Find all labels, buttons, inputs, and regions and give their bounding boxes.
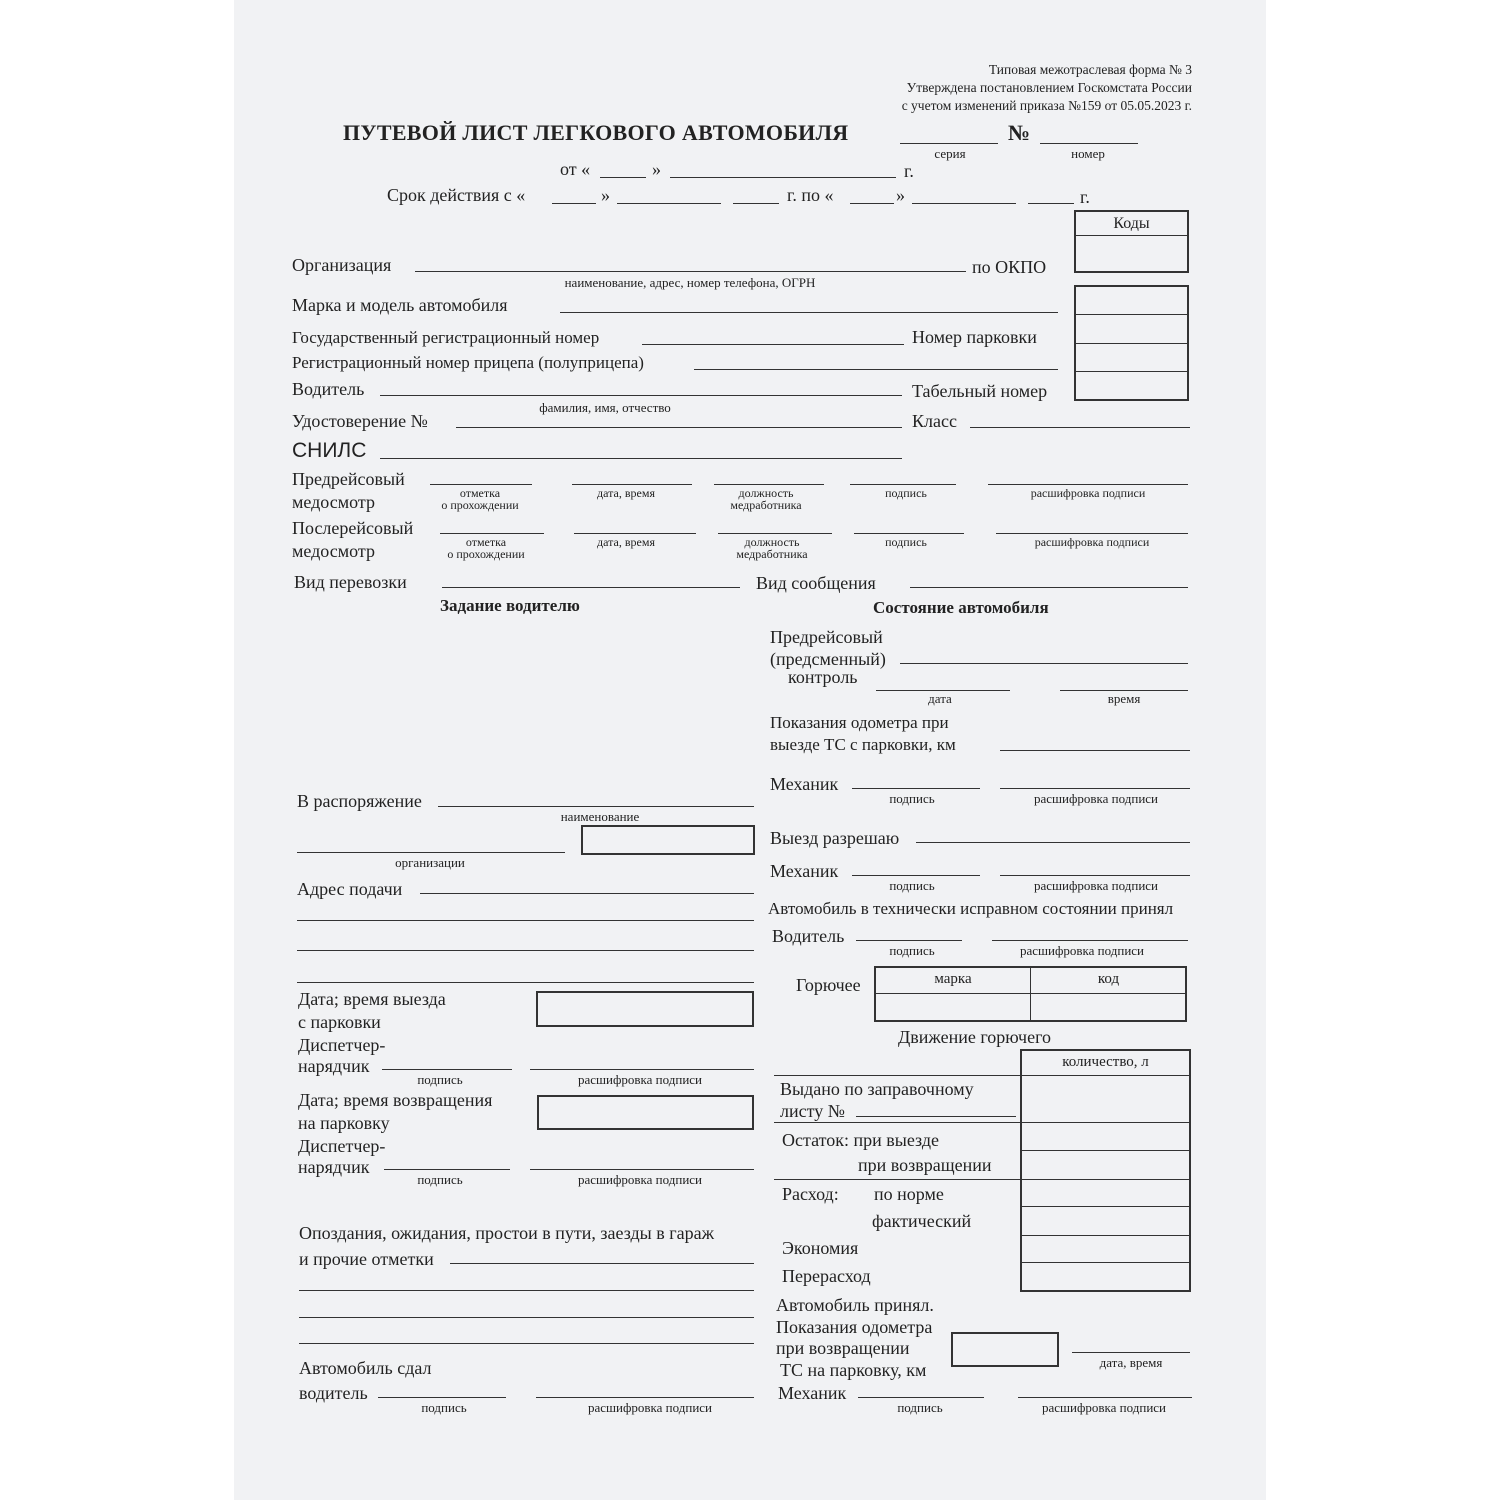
return-datetime-box[interactable] [537,1095,754,1130]
fuel-movement-title: Движение горючего [898,1027,1052,1047]
premed-sign-field[interactable] [850,484,956,485]
postmed-caption-position-2: медработника [736,547,808,561]
reg-number-label: Государственный регистрационный номер [292,328,600,347]
handed-label-1: Автомобиль сдал [299,1358,432,1378]
depart-label-1: Дата; время выезда [298,989,446,1009]
form-amendment-line: с учетом изменений приказа №159 от 05.05.2023 г. [901,98,1192,113]
driver-accept-decode-caption: расшифровка подписи [1019,943,1145,958]
license-field[interactable] [456,427,902,428]
issued-label-2: листу № [780,1101,845,1121]
handed-sign-field[interactable] [378,1397,506,1398]
disposal-org-caption: организации [395,855,465,870]
date-prefix: от « [560,159,591,179]
dispatcher1-sign-field[interactable] [382,1069,512,1070]
return-datetime-field[interactable] [1072,1352,1190,1353]
premed-caption-datetime: дата, время [597,486,655,500]
precontrol-field[interactable] [900,663,1188,664]
return-datetime-caption: дата, время [1099,1355,1163,1370]
premed-caption-position: должность [738,486,794,500]
mechanic3-label: Механик [778,1383,847,1403]
postmed-caption-position: должность [744,535,800,549]
driver-label: Водитель [292,379,365,399]
codes-title: Коды [1113,215,1150,232]
dispatcher1-decode-field[interactable] [530,1069,754,1070]
validity-prefix: Срок действия с « [387,185,526,205]
mechanic2-sign-caption: подпись [889,878,935,893]
fuel-label: Горючее [796,975,861,995]
accepted-label: Автомобиль в технически исправном состоянии принял [768,899,1174,918]
date-month-field[interactable] [670,177,896,178]
qty-header: количество, л [1062,1054,1149,1070]
validity-from-month[interactable] [617,203,721,204]
mechanic3-sign-field[interactable] [858,1397,984,1398]
organization-label: Организация [292,255,392,275]
handed-decode-caption: расшифровка подписи [587,1400,713,1415]
precontrol-label-2: (предсменный) [770,649,886,669]
odometer-return-label-2: при возвращении [776,1338,910,1358]
qty-row-divider-7 [1021,1262,1190,1263]
precontrol-label-3: контроль [788,667,858,687]
dispatcher1-label-1: Диспетчер- [298,1035,386,1055]
mechanic1-decode-field[interactable] [1000,788,1190,789]
precontrol-label-1: Предрейсовый [770,627,883,647]
overrun-label: Перерасход [782,1266,871,1286]
allow-field[interactable] [916,842,1190,843]
codes-row-divider-3 [1075,371,1188,372]
form-approval-line: Утверждена постановлением Госкомстата России [906,80,1192,95]
validity-to-day[interactable] [850,203,894,204]
qty-row-divider-6 [1021,1235,1190,1236]
form-type-line: Типовая межотраслевая форма № 3 [988,62,1192,77]
validity-to-month[interactable] [912,203,1016,204]
fuel-row-line-1 [774,1075,1020,1076]
transport-type-label: Вид перевозки [294,572,407,592]
driver-accept-label: Водитель [772,926,845,946]
codes-row-divider-1 [1075,314,1188,315]
premed-label-1: Предрейсовый [292,469,405,489]
transport-type-field[interactable] [442,587,740,588]
postmed-position-field[interactable] [718,533,832,534]
fuel-row-line-2 [774,1122,1020,1123]
premed-caption-sign: подпись [885,486,927,500]
validity-end: г. [1080,187,1090,207]
premed-caption-mark-2: о прохождении [441,498,519,512]
qty-row-divider-5 [1021,1206,1190,1207]
depart-label-2: с парковки [298,1012,381,1032]
message-type-field[interactable] [910,587,1188,588]
rest-return-label: при возвращении [858,1155,992,1175]
delays-field-3[interactable] [299,1317,754,1318]
fuel-brand-cell[interactable] [876,996,1030,1020]
car-model-field[interactable] [560,312,1058,313]
number-field[interactable] [1040,143,1138,144]
parking-number-label: Номер парковки [912,327,1037,347]
mechanic2-label: Механик [770,861,839,881]
postmed-caption-sign: подпись [885,535,927,549]
odometer-return-label-3: ТС на парковку, км [780,1360,927,1380]
driver-accept-sign-caption: подпись [889,943,935,958]
premed-mark-field[interactable] [430,484,532,485]
consumption-norm-label: по норме [874,1184,944,1204]
consumption-label: Расход: [782,1184,839,1204]
class-field[interactable] [970,427,1190,428]
mechanic1-decode-caption: расшифровка подписи [1033,791,1159,806]
number-sign: № [1008,120,1031,145]
dispatcher1-sign-caption: подпись [417,1072,463,1087]
okpo-label: по ОКПО [972,257,1047,277]
validity-from-day[interactable] [552,203,596,204]
address-field-1[interactable] [420,893,754,894]
driver-accept-decode-field[interactable] [992,940,1188,941]
dispatcher2-decode-field[interactable] [530,1169,754,1170]
consumption-actual-label: фактический [872,1211,972,1231]
postmed-caption-datetime: дата, время [597,535,655,549]
premed-label-2: медосмотр [292,492,375,512]
mechanic1-sign-caption: подпись [889,791,935,806]
snils-label: СНИЛС [292,439,367,462]
disposal-code-box[interactable] [581,825,755,855]
codes-row-divider-2 [1075,343,1188,344]
date-mid: » [652,159,661,179]
premed-position-field[interactable] [714,484,824,485]
mechanic3-decode-caption: расшифровка подписи [1041,1400,1167,1415]
driver-task-title: Задание водителю [440,596,580,615]
series-caption: серия [934,146,966,161]
address-field-3[interactable] [297,950,754,951]
date-day-field[interactable] [600,177,646,178]
organization-field[interactable] [415,271,966,272]
disposal-label: В распоряжение [297,791,422,811]
driver-accept-sign-field[interactable] [856,940,962,941]
fuel-code-header: код [1097,971,1120,987]
postmed-sign-field[interactable] [854,533,964,534]
message-type-label: Вид сообщения [756,573,876,593]
dispatcher2-label-2: нарядчик [298,1157,370,1177]
odometer-return-label-1: Показания одометра [776,1317,933,1337]
validity-mid2: » [896,185,905,205]
car-model-label: Марка и модель автомобиля [292,295,508,315]
fuel-code-cell[interactable] [1031,996,1186,1020]
handed-decode-field[interactable] [536,1397,754,1398]
driver-caption: фамилия, имя, отчество [539,400,671,415]
mechanic2-decode-field[interactable] [1000,875,1190,876]
handed-sign-caption: подпись [421,1400,467,1415]
number-caption: номер [1071,146,1105,161]
snils-field[interactable] [380,458,902,459]
address-field-2[interactable] [297,920,754,921]
qty-row-divider-1 [1021,1075,1190,1076]
dispatcher1-decode-caption: расшифровка подписи [577,1072,703,1087]
validity-from-year[interactable] [733,203,779,204]
postmed-caption-mark-2: о прохождении [447,547,525,561]
rest-label: Остаток: при выезде [782,1130,939,1150]
postmed-label-2: медосмотр [292,541,375,561]
mechanic3-sign-caption: подпись [897,1400,943,1415]
premed-caption-mark: отметка [459,486,501,500]
mechanic1-label: Механик [770,774,839,794]
disposal-field[interactable] [438,806,754,807]
address-field-4[interactable] [297,982,754,983]
dispatcher1-label-2: нарядчик [298,1056,370,1076]
address-label: Адрес подачи [297,879,403,899]
odometer-return-box[interactable] [951,1332,1059,1367]
postmed-caption-mark: отметка [465,535,507,549]
return-label-2: на парковку [298,1113,390,1133]
return-label-1: Дата; время возвращения [298,1090,493,1110]
postmed-datetime-field[interactable] [574,533,696,534]
dispatcher2-decode-caption: расшифровка подписи [577,1172,703,1187]
reg-number-field[interactable] [642,344,904,345]
fuel-row-line-3 [774,1179,1020,1180]
precontrol-time-caption: время [1107,691,1141,706]
postmed-caption-decode: расшифровка подписи [1034,535,1150,549]
trailer-field[interactable] [694,369,1058,370]
premed-datetime-field[interactable] [572,484,692,485]
odometer-depart-field[interactable] [1000,750,1190,751]
dispatcher2-sign-caption: подпись [417,1172,463,1187]
car-accepted-label: Автомобиль принял. [776,1295,934,1315]
premed-decode-field[interactable] [988,484,1188,485]
class-label: Класс [912,411,957,431]
mechanic1-sign-field[interactable] [852,788,980,789]
postmed-label-1: Послерейсовый [292,518,414,538]
validity-to-label: г. по « [787,185,834,205]
allow-label: Выезд разрешаю [770,828,900,848]
issued-sheet-field[interactable] [856,1116,1016,1117]
license-label: Удостоверение № [292,411,428,431]
codes-divider [1075,235,1188,236]
precontrol-date-caption: дата [928,691,952,706]
fuel-brand-header: марка [934,971,972,987]
postmed-decode-field[interactable] [996,533,1188,534]
fuel-table-row-divider [875,993,1186,994]
odometer-depart-label-1: Показания одометра при [770,713,949,732]
delays-label-1: Опоздания, ожидания, простои в пути, заезды в гараж [299,1223,715,1243]
trailer-label: Регистрационный номер прицепа (полуприцепа) [292,353,644,372]
premed-caption-decode: расшифровка подписи [1030,486,1146,500]
qty-row-divider-2 [1021,1122,1190,1123]
handed-label-2: водитель [299,1383,368,1403]
disposal-name-caption: наименование [560,809,640,824]
mechanic2-decode-caption: расшифровка подписи [1033,878,1159,893]
organization-caption: наименование, адрес, номер телефона, ОГРН [564,275,816,290]
fuel-quantity-table [1020,1049,1191,1292]
dispatcher2-label-1: Диспетчер- [298,1136,386,1156]
odometer-depart-label-2: выезде ТС с парковки, км [770,735,956,754]
driver-field[interactable] [380,395,902,396]
mechanic2-sign-field[interactable] [852,875,980,876]
dispatcher2-sign-field[interactable] [384,1169,510,1170]
qty-row-divider-4 [1021,1179,1190,1180]
economy-label: Экономия [782,1238,859,1258]
car-state-title: Состояние автомобиля [873,598,1049,617]
tab-number-label: Табельный номер [912,381,1048,401]
delays-field-4[interactable] [299,1343,754,1344]
validity-to-year[interactable] [1028,203,1074,204]
postmed-mark-field[interactable] [440,533,544,534]
disposal-org-field[interactable] [297,852,565,853]
date-year-suffix: г. [904,161,914,181]
premed-caption-position-2: медработника [730,498,802,512]
delays-field-2[interactable] [299,1290,754,1291]
depart-datetime-box[interactable] [536,991,754,1027]
issued-label-1: Выдано по заправочному [780,1079,974,1099]
validity-mid: » [601,185,610,205]
qty-row-divider-3 [1021,1150,1190,1151]
mechanic3-decode-field[interactable] [1018,1397,1192,1398]
page-title: ПУТЕВОЙ ЛИСТ ЛЕГКОВОГО АВТОМОБИЛЯ [343,120,849,145]
delays-field-1[interactable] [450,1263,754,1264]
delays-label-2: и прочие отметки [299,1249,434,1269]
series-field[interactable] [900,143,998,144]
